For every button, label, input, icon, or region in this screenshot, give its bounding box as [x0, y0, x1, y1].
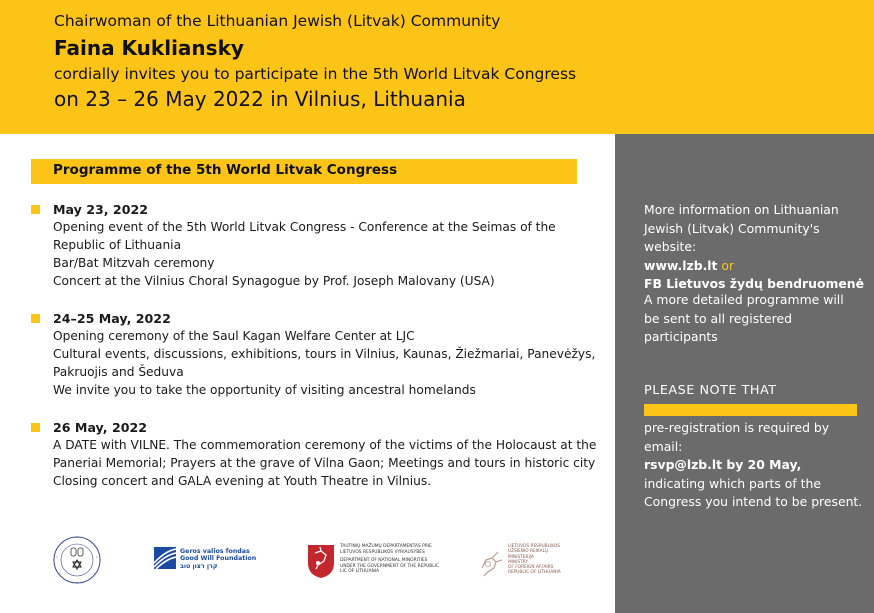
logo-text: REPUBLIC OF LITHUANIA — [508, 570, 561, 576]
info-line: More information on Lithuanian — [644, 202, 839, 217]
day-date: May 23, 2022 — [53, 202, 148, 217]
invitation-header — [0, 0, 874, 134]
rsvp-email-link[interactable]: rsvp@lzb.lt by 20 May, — [644, 457, 802, 472]
programme-title: Programme of the 5th World Litvak Congress — [31, 159, 577, 184]
logo-text: UŽSIENIO REIKALŲ — [508, 549, 549, 555]
event-line: Closing concert and GALA evening at Youth Theatre in Vilnius. — [53, 474, 432, 488]
event-line: Pakruojis and Šeduva — [53, 365, 184, 379]
event-line: Opening event of the 5th World Litvak Congress - Conference at the Seimas of the — [53, 220, 556, 234]
day-date: 26 May, 2022 — [53, 420, 148, 435]
logo-text: LIETUVOS RESPUBLIKOS — [508, 544, 560, 549]
logo-text: Geros valios fondas — [180, 548, 250, 555]
day-date: 24–25 May, 2022 — [53, 311, 171, 326]
info-sidebar — [615, 134, 874, 613]
event-line: A DATE with VILNE. The commemoration ceremony of the victims of the Holocaust at the — [53, 438, 597, 452]
event-line: Paneriai Memorial; Prayers at the grave of Vilna Gaon; Meetings and tours in historic city — [53, 456, 596, 470]
logo-text: LIC OF LITHUANIA — [340, 569, 380, 574]
bullet-square — [31, 314, 40, 323]
bullet-square — [31, 205, 40, 214]
or-text: or — [717, 257, 735, 273]
good-will-foundation-logo — [154, 547, 264, 571]
logo-text: MINISTERIJA — [508, 554, 534, 560]
logo-text: LIETUVOS RESPUBLIKOS VYRIAUSYBĖS — [340, 549, 425, 555]
yellow-divider — [644, 404, 857, 416]
event-line: We invite you to take the opportunity of visiting ancestral homelands — [53, 383, 476, 397]
prereg-line: indicating which parts of the — [644, 475, 822, 491]
website-link[interactable]: www.lzb.lt — [644, 257, 718, 273]
logo-text: DEPARTMENT OF NATIONAL MINORITIES — [340, 558, 428, 563]
detailed-programme-note — [644, 291, 869, 347]
header-invite-line: cordially invites you to participate in the 5th World Litvak Congress — [54, 65, 577, 83]
ministry-foreign-affairs-logo — [478, 544, 588, 584]
note-line: be sent to all registered participants — [644, 310, 792, 344]
lithuanian-jewish-community-seal-logo — [52, 535, 102, 585]
logo-text: OF FOREIGN AFFAIRS — [508, 565, 554, 571]
logo-text: MINISTRY — [508, 559, 529, 565]
note-line: A more detailed programme will — [644, 292, 844, 307]
logo-text: קרן רצון טוב — [180, 562, 218, 570]
facebook-link[interactable]: FB Lietuvos žydų bendruomenė — [644, 276, 865, 291]
event-line: Concert at the Vilnius Choral Synagogue by Prof. Joseph Malovany (USA) — [53, 274, 495, 288]
event-line: Republic of Lithuania — [53, 238, 182, 252]
event-line: Bar/Bat Mitzvah ceremony — [53, 256, 215, 270]
info-line: Jewish (Litvak) Community's website: — [644, 220, 820, 254]
more-info-block — [644, 201, 869, 294]
event-line: Cultural events, discussions, exhibitions, tours in Vilnius, Kaunas, Žiežmariai, Panevėžys, — [53, 347, 596, 361]
department-national-minorities-logo — [306, 543, 456, 583]
coat-of-arms-icon — [306, 543, 336, 579]
logo-text: UNDER THE GOVERNMENT OF THE REPUBLIC — [340, 563, 440, 569]
preregistration-block — [644, 419, 869, 512]
header-host-line: Chairwoman of the Lithuanian Jewish (Litvak) Community — [54, 12, 501, 30]
bullet-square — [31, 423, 40, 432]
prereg-line: Congress you intend to be present. — [644, 494, 863, 509]
logo-text: TAUTINIŲ MAŽUMŲ DEPARTAMENTAS PRIE — [340, 544, 432, 549]
please-note-heading: PLEASE NOTE THAT — [644, 383, 777, 398]
knight-emblem-icon — [478, 548, 504, 580]
prereg-line: pre-registration is required by email: — [644, 420, 830, 454]
host-name: Faina Kukliansky — [54, 36, 244, 60]
event-line: Opening ceremony of the Saul Kagan Welfare Center at LJC — [53, 329, 415, 343]
header-date-line: on 23 – 26 May 2022 in Vilnius, Lithuania — [54, 87, 466, 111]
logo-text: Good Will Foundation — [180, 555, 257, 563]
